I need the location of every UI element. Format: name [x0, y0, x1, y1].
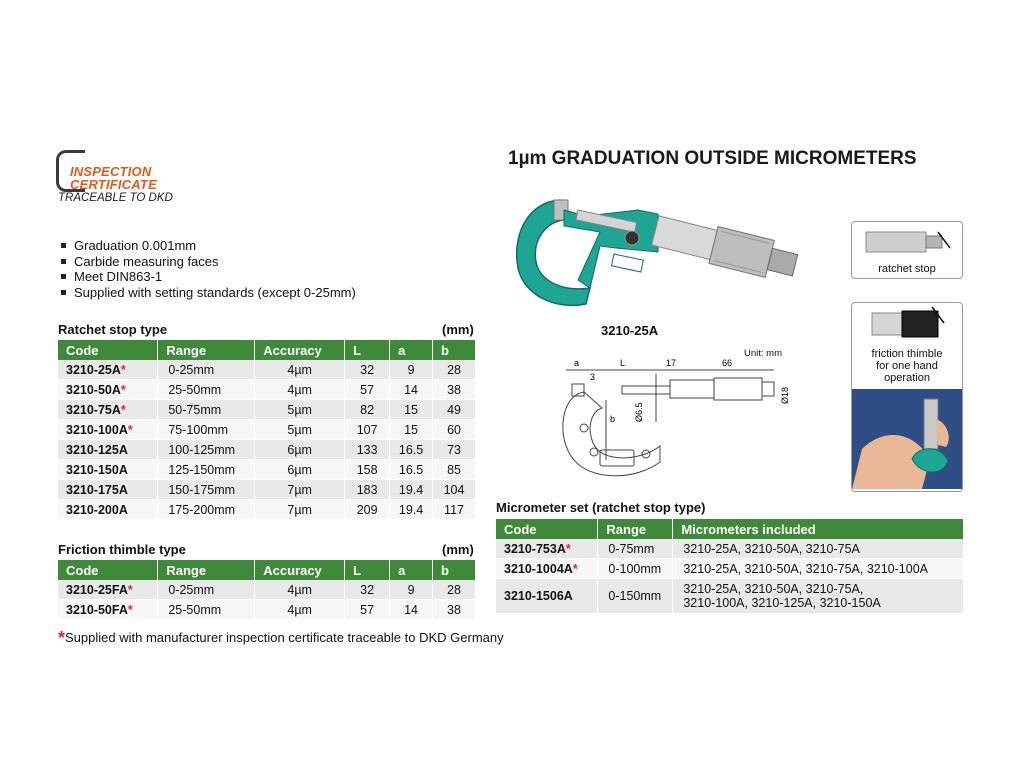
cell-code: [58, 480, 158, 500]
code-value: 3210-125A: [66, 442, 128, 457]
cell-l: [345, 380, 390, 400]
b-value: 85: [447, 462, 461, 477]
friction-caption-2: for one hand: [876, 360, 938, 372]
b-value: 38: [447, 602, 461, 617]
dim-18: Ø18: [780, 386, 790, 404]
a-value: 16.5: [398, 462, 424, 477]
code-value: 3210-1004A: [504, 561, 573, 576]
drawing-unit: Unit: mm: [744, 348, 782, 359]
table-row: [58, 480, 476, 500]
drawing-thimble: [714, 378, 762, 400]
cell-accuracy: [255, 360, 345, 380]
cell-range: [158, 480, 255, 500]
certificate-star: *: [127, 582, 133, 597]
drawing-ratchet: [762, 382, 774, 396]
table-row: [58, 440, 476, 460]
thimble: [709, 227, 774, 278]
accuracy-value: 6µm: [287, 442, 312, 457]
a-value: 9: [407, 362, 415, 377]
dim-a: a: [574, 358, 580, 368]
range-value: 0-100mm: [608, 561, 662, 576]
range-value: 75-100mm: [168, 422, 229, 437]
cell-a: [390, 360, 433, 380]
friction-thimble-thumbnail: [851, 302, 963, 492]
drawing-hole-2: [590, 448, 598, 456]
cell-l: [345, 580, 390, 600]
a-value: 16.5: [398, 442, 424, 457]
dimension-drawing: [556, 356, 796, 484]
cell-included: [673, 579, 964, 614]
certificate-star: *: [127, 602, 133, 617]
feature-item: Graduation 0.001mm: [60, 238, 356, 254]
footnote-text: Supplied with manufacturer inspection certificate traceable to DKD Germany: [65, 630, 504, 645]
micrometer-photo: [508, 188, 808, 318]
range-value: 0-25mm: [168, 362, 215, 377]
code-value: 3210-753A: [504, 541, 566, 556]
cell-accuracy: [255, 500, 345, 520]
feature-item: Meet DIN863-1: [60, 269, 356, 285]
l-value: 133: [356, 442, 378, 457]
l-value: 82: [360, 402, 375, 417]
dim-17: 17: [666, 358, 677, 368]
code-value: 3210-100A: [66, 422, 128, 437]
logo-line-2: CERTIFICATE: [70, 177, 157, 192]
ratchet-stop-table: [58, 340, 476, 520]
inspection-certificate-logo: [56, 150, 196, 210]
sleeve: [652, 216, 717, 260]
b-value: 38: [447, 382, 461, 397]
cell-accuracy: [255, 580, 345, 600]
cell-b: [433, 580, 476, 600]
b-value: 117: [444, 502, 464, 517]
code-value: 3210-25A: [66, 362, 121, 377]
cell-a: [390, 500, 433, 520]
col-accuracy: Accuracy: [255, 340, 345, 360]
logo-line-1: INSPECTION: [70, 164, 152, 179]
cell-b: [433, 420, 476, 440]
cell-a: [390, 600, 433, 620]
ratchet: [767, 248, 798, 276]
dim-3: 3: [590, 372, 596, 382]
code-value: 3210-50A: [66, 382, 121, 397]
l-value: 183: [356, 482, 378, 497]
accuracy-value: 7µm: [287, 502, 312, 517]
accuracy-value: 6µm: [287, 462, 312, 477]
a-value: 14: [404, 382, 419, 397]
b-value: 28: [447, 582, 461, 597]
l-value: 209: [356, 502, 378, 517]
cell-range: [158, 600, 255, 620]
included-line: 3210-100A, 3210-125A, 3210-150A: [683, 596, 881, 610]
dim-l: L: [620, 358, 626, 368]
feature-item: Carbide measuring faces: [60, 254, 356, 270]
feature-item: Supplied with setting standards (except 0-25mm): [60, 285, 356, 301]
accuracy-value: 5µm: [287, 422, 312, 437]
cell-code: [496, 539, 598, 559]
code-value: 3210-1506A: [504, 589, 573, 603]
feature-list: [60, 238, 356, 300]
cell-a: [390, 380, 433, 400]
dim-6-5: Ø6.5: [634, 402, 644, 422]
friction-table-title: Friction thimble type: [58, 542, 186, 557]
cell-range: [158, 440, 255, 460]
b-value: 28: [447, 362, 461, 377]
included-line: 3210-25A, 3210-50A, 3210-75A: [683, 541, 860, 556]
col-range: Range: [158, 560, 255, 580]
cell-included: [673, 559, 964, 579]
cell-accuracy: [255, 460, 345, 480]
col-range: Range: [158, 340, 255, 360]
included-line: 3210-25A, 3210-50A, 3210-75A, 3210-100A: [683, 561, 928, 576]
cell-b: [433, 380, 476, 400]
cell-range: [158, 420, 255, 440]
certificate-star: *: [120, 362, 126, 377]
cell-code: [58, 600, 158, 620]
cell-b: [433, 360, 476, 380]
b-value: 49: [447, 402, 461, 417]
cell-code: [58, 460, 158, 480]
cell-accuracy: [255, 420, 345, 440]
table-row: [58, 580, 476, 600]
cell-accuracy: [255, 600, 345, 620]
certificate-star: *: [565, 541, 571, 556]
cell-code: [58, 380, 158, 400]
cell-range: [598, 539, 673, 559]
range-value: 100-125mm: [168, 442, 236, 457]
cell-accuracy: [255, 380, 345, 400]
cell-b: [433, 400, 476, 420]
cell-range: [158, 460, 255, 480]
table-row: [58, 460, 476, 480]
cell-b: [433, 600, 476, 620]
accuracy-value: 5µm: [287, 402, 312, 417]
table-row: [58, 600, 476, 620]
col-b: b: [433, 340, 476, 360]
cell-l: [345, 480, 390, 500]
ratchet-stop-thumbnail: [851, 221, 963, 279]
cell-b: [433, 460, 476, 480]
cell-code: [58, 580, 158, 600]
cell-range: [158, 400, 255, 420]
cell-code: [496, 559, 598, 579]
hand-operation-photo: [852, 389, 962, 489]
cell-accuracy: [255, 480, 345, 500]
cell-a: [390, 580, 433, 600]
cell-accuracy: [255, 440, 345, 460]
ratchet-stop-caption: ratchet stop: [878, 263, 936, 275]
certificate-star: *: [120, 402, 126, 417]
cell-l: [345, 360, 390, 380]
table-row: [58, 420, 476, 440]
brand-label: [612, 254, 644, 272]
cell-b: [433, 480, 476, 500]
cell-code: [58, 400, 158, 420]
a-value: 15: [404, 422, 419, 437]
cell-range: [158, 380, 255, 400]
ratchet-unit: (mm): [442, 322, 474, 337]
footnote-star: *: [58, 628, 66, 648]
accuracy-value: 4µm: [287, 582, 312, 597]
cell-code: [58, 500, 158, 520]
drawing-sleeve: [670, 380, 714, 398]
cell-code: [58, 360, 158, 380]
col-a: a: [390, 560, 433, 580]
range-value: 0-75mm: [608, 541, 655, 556]
a-value: 14: [404, 602, 418, 617]
micrometer-set-table: [496, 519, 964, 614]
friction-thimble-table: [58, 560, 476, 620]
lock-knob: [625, 231, 639, 245]
cell-a: [390, 460, 433, 480]
cell-a: [390, 480, 433, 500]
a-value: 9: [407, 582, 415, 597]
col-code: Code: [496, 519, 598, 539]
l-value: 32: [360, 582, 375, 597]
table-row: [496, 579, 964, 614]
col-code: Code: [58, 340, 158, 360]
accuracy-value: 4µm: [287, 602, 312, 617]
friction-unit: (mm): [442, 542, 474, 557]
col-accuracy: Accuracy: [255, 560, 345, 580]
b-value: 104: [443, 482, 465, 497]
dim-b: b: [610, 414, 616, 424]
dim-66: 66: [722, 358, 733, 368]
col-l: L: [345, 560, 390, 580]
col-range: Range: [598, 519, 673, 539]
a-value: 15: [404, 402, 419, 417]
friction-caption-3: operation: [884, 372, 930, 384]
cell-a: [390, 400, 433, 420]
cell-range: [598, 579, 673, 614]
product-caption: 3210-25A: [601, 323, 659, 338]
cell-l: [345, 440, 390, 460]
b-value: 60: [447, 422, 461, 437]
cell-range: [158, 360, 255, 380]
set-table-title: Micrometer set (ratchet stop type): [496, 500, 706, 515]
cell-l: [345, 460, 390, 480]
cell-range: [158, 580, 255, 600]
code-value: 3210-150A: [66, 462, 128, 477]
drawing-frame: [563, 392, 660, 476]
col-included: Micrometers included: [673, 519, 964, 539]
l-value: 57: [360, 602, 375, 617]
drawing-spindle: [622, 386, 670, 394]
cell-a: [390, 420, 433, 440]
code-value: 3210-75A: [66, 402, 121, 417]
certificate-star: *: [127, 422, 133, 437]
footnote: [58, 628, 504, 649]
range-value: 25-50mm: [168, 602, 222, 617]
range-value: 0-150mm: [608, 589, 662, 603]
range-value: 50-75mm: [168, 402, 222, 417]
col-l: L: [345, 340, 390, 360]
cell-included: [673, 539, 964, 559]
accuracy-value: 7µm: [287, 482, 312, 497]
logo-line-3: TRACEABLE TO DKD: [58, 192, 173, 204]
accuracy-value: 4µm: [287, 382, 312, 397]
ratchet-stop-image: [852, 222, 962, 258]
table-row: [58, 500, 476, 520]
cell-l: [345, 420, 390, 440]
cell-range: [158, 500, 255, 520]
range-value: 175-200mm: [168, 502, 236, 517]
col-code: Code: [58, 560, 158, 580]
cell-code: [58, 440, 158, 460]
col-a: a: [390, 340, 433, 360]
certificate-star: *: [572, 561, 578, 576]
b-value: 73: [447, 442, 461, 457]
cell-accuracy: [255, 400, 345, 420]
table-row: [496, 559, 964, 579]
a-value: 19.4: [398, 502, 424, 517]
drawing-hole-1: [580, 424, 588, 432]
a-value: 19.4: [398, 482, 424, 497]
range-value: 0-25mm: [168, 582, 215, 597]
friction-thimble-image: [852, 303, 962, 343]
code-value: 3210-25FA: [66, 582, 128, 597]
cell-range: [598, 559, 673, 579]
range-value: 125-150mm: [168, 462, 236, 477]
certificate-star: *: [120, 382, 126, 397]
code-value: 3210-175A: [66, 482, 128, 497]
code-value: 3210-200A: [66, 502, 128, 517]
cell-a: [390, 440, 433, 460]
friction-caption-1: friction thimble: [871, 348, 943, 360]
l-value: 32: [360, 362, 375, 377]
ratchet-table-title: Ratchet stop type: [58, 322, 168, 337]
cell-code: [496, 579, 598, 614]
cell-code: [58, 420, 158, 440]
table-row: [496, 539, 964, 559]
table-row: [58, 400, 476, 420]
cell-l: [345, 600, 390, 620]
table-row: [58, 380, 476, 400]
included-line: 3210-25A, 3210-50A, 3210-75A,: [683, 582, 864, 596]
accuracy-value: 4µm: [287, 362, 312, 377]
range-value: 25-50mm: [168, 382, 222, 397]
l-value: 158: [356, 462, 378, 477]
page-title: 1µm GRADUATION OUTSIDE MICROMETERS: [508, 148, 917, 169]
cell-l: [345, 500, 390, 520]
cell-b: [433, 440, 476, 460]
range-value: 150-175mm: [168, 482, 236, 497]
cell-l: [345, 400, 390, 420]
col-b: b: [433, 560, 476, 580]
l-value: 57: [360, 382, 375, 397]
table-row: [58, 360, 476, 380]
code-value: 3210-50FA: [66, 602, 128, 617]
l-value: 107: [356, 422, 378, 437]
cell-b: [433, 500, 476, 520]
